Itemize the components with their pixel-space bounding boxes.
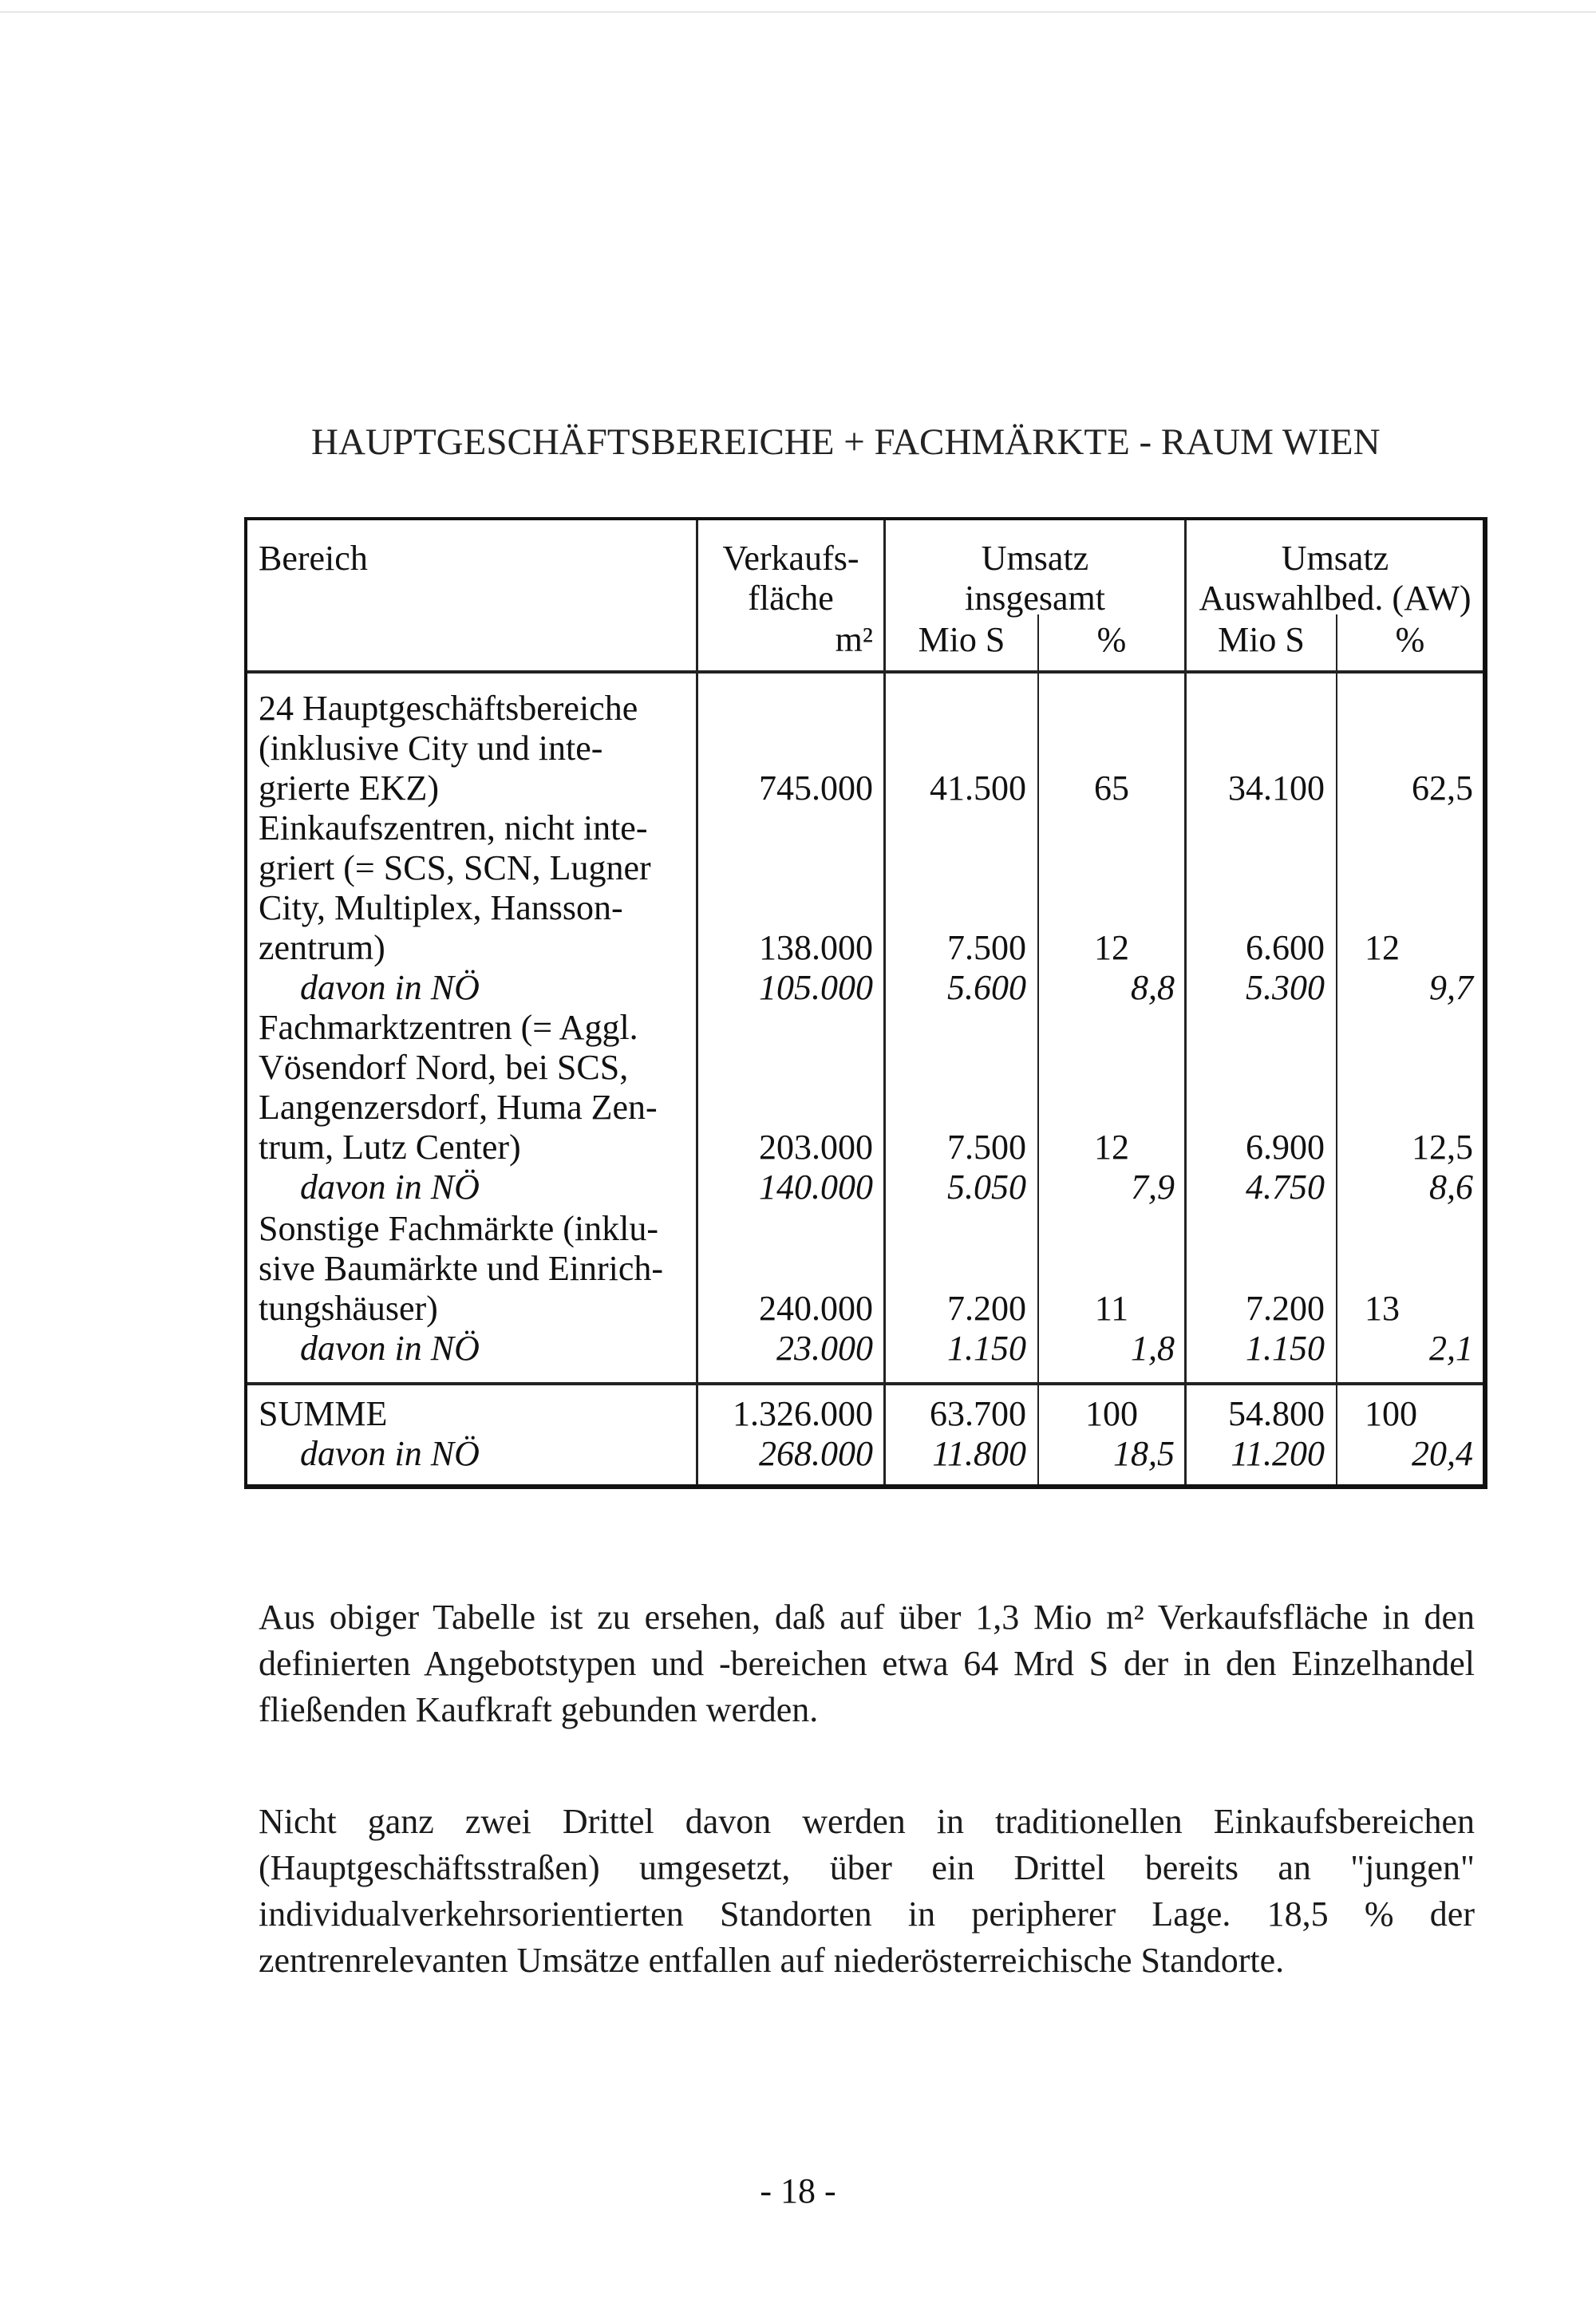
cell-umsatz-pct: 65: [1094, 768, 1129, 808]
row-label: grierte EKZ): [259, 768, 439, 808]
summe-aw-mio: 54.800: [1228, 1394, 1325, 1433]
summe-umsatz-pct-noe: 18,5: [1113, 1434, 1175, 1473]
cell-umsatz-mio: 41.500: [930, 768, 1026, 808]
header-aw-2: Auswahlbed. (AW): [1199, 579, 1472, 618]
row-label: Fachmarktzentren (= Aggl.: [259, 1008, 638, 1047]
cell-aw-pct-noe: 8,6: [1429, 1167, 1473, 1207]
cell-aw-mio-noe: 4.750: [1246, 1167, 1325, 1207]
summe-aw-pct: 100: [1365, 1394, 1417, 1433]
row-label: zentrum): [259, 928, 385, 967]
cell-aw-pct: 62,5: [1412, 768, 1473, 808]
header-bereich: Bereich: [259, 539, 368, 578]
cell-umsatz-mio: 7.200: [947, 1289, 1026, 1328]
summe-rule: [247, 1382, 1483, 1385]
cell-aw-mio: 6.900: [1246, 1128, 1325, 1167]
sub-row-label: davon in NÖ: [300, 968, 480, 1007]
paragraph-1: Aus obiger Tabelle ist zu ersehen, daß auf über 1,3 Mio m² Verkaufsfläche in den definierten Angebotstypen und -bereichen etwa 64 Mrd S der in den Einzelhandel fließenden Kaufkraft gebunden werden.: [259, 1598, 1475, 1729]
header-umsatz-1: Umsatz: [981, 539, 1089, 578]
row-label: sive Baumärkte und Einrich-: [259, 1249, 664, 1288]
cell-verkaufsflaeche: 745.000: [759, 768, 873, 808]
page-number: - 18 -: [760, 2171, 836, 2210]
header-umsatz-2: insgesamt: [965, 579, 1105, 618]
data-table: [244, 517, 1487, 1489]
page-title: HAUPTGESCHÄFTSBEREICHE + FACHMÄRKTE - RAUM WIEN: [311, 421, 1381, 463]
header-umsatz-pct: %: [1096, 620, 1127, 659]
header-verkauf-3: m²: [835, 620, 873, 659]
cell-aw-mio-noe: 5.300: [1246, 968, 1325, 1007]
cell-verkaufsflaeche: 138.000: [759, 928, 873, 967]
cell-verkaufsflaeche: 240.000: [759, 1289, 873, 1328]
cell-umsatz-pct: 12: [1094, 928, 1129, 967]
cell-umsatz-mio: 7.500: [947, 928, 1026, 967]
row-label: Sonstige Fachmärkte (inklu-: [259, 1209, 659, 1248]
cell-umsatz-mio: 7.500: [947, 1128, 1026, 1167]
sub-row-label: davon in NÖ: [300, 1167, 480, 1207]
row-label: tungshäuser): [259, 1289, 438, 1328]
header-aw-mio: Mio S: [1218, 620, 1305, 659]
cell-umsatz-pct-noe: 7,9: [1131, 1167, 1175, 1207]
summe-verkaufsflaeche: 1.326.000: [733, 1394, 873, 1433]
cell-umsatz-mio-noe: 1.150: [947, 1329, 1026, 1368]
row-label: (inklusive City und inte-: [259, 729, 603, 768]
scan-edge-line: [0, 11, 1596, 13]
cell-aw-pct-noe: 2,1: [1429, 1329, 1473, 1368]
sub-row-label: davon in NÖ: [300, 1329, 480, 1368]
cell-aw-pct: 12,5: [1412, 1128, 1473, 1167]
row-label: City, Multiplex, Hansson-: [259, 888, 623, 927]
cell-aw-mio: 34.100: [1228, 768, 1325, 808]
row-label: 24 Hauptgeschäftsbereiche: [259, 689, 638, 728]
summe-umsatz-mio: 63.700: [930, 1394, 1026, 1433]
cell-verkaufsflaeche-noe: 105.000: [759, 968, 873, 1007]
header-aw-1: Umsatz: [1281, 539, 1389, 578]
summe-sub-label: davon in NÖ: [300, 1434, 480, 1473]
cell-umsatz-mio-noe: 5.050: [947, 1167, 1026, 1207]
row-label: Langenzersdorf, Huma Zen-: [259, 1088, 658, 1127]
row-label: Einkaufszentren, nicht inte-: [259, 808, 648, 847]
summe-aw-mio-noe: 11.200: [1231, 1434, 1325, 1473]
row-label: Vösendorf Nord, bei SCS,: [259, 1048, 629, 1087]
cell-umsatz-mio-noe: 5.600: [947, 968, 1026, 1007]
cell-aw-pct: 12: [1365, 928, 1400, 967]
cell-umsatz-pct: 12: [1094, 1128, 1129, 1167]
summe-umsatz-mio-noe: 11.800: [932, 1434, 1026, 1473]
header-umsatz-mio: Mio S: [918, 620, 1005, 659]
row-label: griert (= SCS, SCN, Lugner: [259, 848, 651, 887]
header-rule: [247, 670, 1483, 674]
cell-aw-mio-noe: 1.150: [1246, 1329, 1325, 1368]
cell-umsatz-pct: 11: [1094, 1289, 1129, 1328]
summe-umsatz-pct: 100: [1085, 1394, 1138, 1433]
header-aw-pct: %: [1395, 620, 1425, 659]
paragraph-2: Nicht ganz zwei Drittel davon werden in traditionellen Einkaufsbereichen (Hauptgeschäftsstraßen) umgesetzt, über ein Drittel bereits an "jungen" individualverkehrsorientierten Standorten in peripherer Lage. 18,5 % der zentrenrelevanten Umsätze entfallen auf niederösterreichische Standorte.: [259, 1802, 1475, 1980]
header-verkauf-2: fläche: [748, 579, 834, 618]
cell-aw-mio: 7.200: [1246, 1289, 1325, 1328]
cell-umsatz-pct-noe: 8,8: [1131, 968, 1175, 1007]
cell-verkaufsflaeche-noe: 23.000: [776, 1329, 873, 1368]
row-label: trum, Lutz Center): [259, 1128, 521, 1167]
cell-verkaufsflaeche-noe: 140.000: [759, 1167, 873, 1207]
summe-label: SUMME: [259, 1394, 388, 1433]
cell-verkaufsflaeche: 203.000: [759, 1128, 873, 1167]
cell-aw-pct-noe: 9,7: [1429, 968, 1473, 1007]
cell-umsatz-pct-noe: 1,8: [1131, 1329, 1175, 1368]
cell-aw-pct: 13: [1365, 1289, 1400, 1328]
header-verkauf-1: Verkaufs-: [722, 539, 859, 578]
summe-aw-pct-noe: 20,4: [1412, 1434, 1473, 1473]
cell-aw-mio: 6.600: [1246, 928, 1325, 967]
summe-verkaufsflaeche-noe: 268.000: [759, 1434, 873, 1473]
